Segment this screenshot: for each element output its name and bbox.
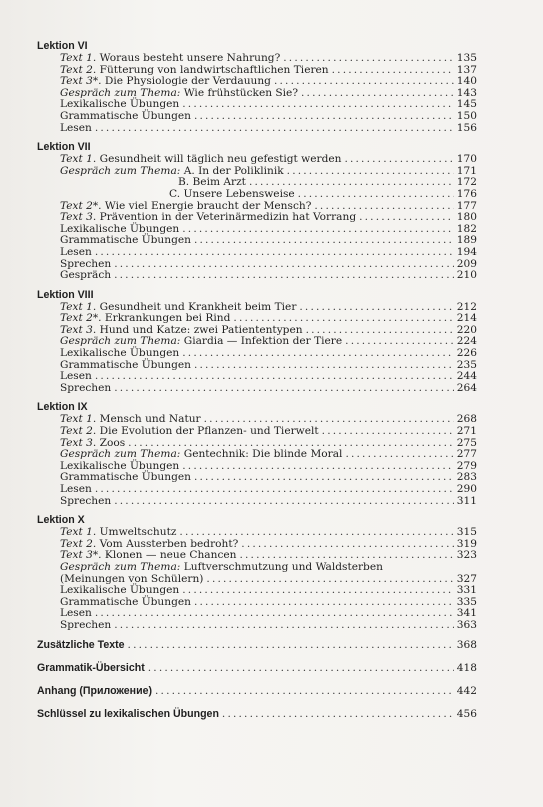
entry-prefix: Text 3. (60, 211, 97, 224)
page-number: 212 (456, 300, 477, 313)
entry-prefix: Text 2. (60, 425, 97, 438)
dot-leaders (299, 302, 453, 314)
entry-title: Gesundheit und Krankheit beim Tier (96, 300, 297, 313)
entry-title: Die Physiologie der Verdauung (101, 75, 271, 88)
appendix-title: Anhang (Приложение) (37, 684, 153, 697)
dot-leaders (241, 539, 453, 551)
toc-entry[interactable] (37, 620, 477, 632)
entry-prefix: Text 2. (60, 63, 97, 76)
entry-title: Zoos (96, 436, 126, 449)
dot-leaders (155, 685, 454, 698)
dot-leaders (194, 597, 454, 609)
page-number: 137 (456, 63, 477, 76)
page-number: 194 (456, 245, 477, 258)
entry-prefix: Gespräch zum Thema: (60, 560, 181, 573)
page-number: 456 (456, 707, 477, 720)
page-number: 170 (456, 153, 477, 166)
entry-prefix: Text 3. (60, 436, 97, 449)
appendix-title: Grammatik-Übersicht (37, 661, 145, 674)
page-number: 210 (456, 269, 477, 282)
lesson-section (37, 141, 477, 282)
page-number: 335 (456, 595, 477, 608)
entry-title: Grammatische Übungen (60, 234, 191, 247)
entry-title: Lexikalische Übungen (60, 98, 180, 111)
appendix-entry[interactable] (37, 708, 477, 721)
entry-title: Grammatische Übungen (60, 595, 191, 608)
entry-title: (Meinungen von Schülern) (60, 572, 204, 585)
entry-title: Sprechen (60, 381, 112, 394)
entry-label (60, 620, 111, 632)
page-number: 279 (456, 459, 477, 472)
dot-leaders (194, 360, 454, 372)
entry-title: Sprechen (60, 618, 112, 631)
entry-prefix: Gespräch zum Thema: (60, 86, 181, 99)
toc-entry[interactable] (37, 123, 477, 135)
dot-leaders (332, 65, 454, 77)
entry-title: Woraus besteht unsere Nahrung? (96, 52, 281, 64)
appendix-section (37, 639, 477, 652)
entry-prefix: Text 1. (60, 153, 97, 166)
page-number: 271 (456, 425, 477, 438)
entry-prefix: Text 1. (60, 413, 97, 426)
entry-title: Hund und Katze: zwei Patiententypen (96, 323, 303, 336)
entry-title: Lesen (60, 245, 92, 258)
page-number: 177 (456, 199, 477, 212)
page-number: 268 (456, 413, 477, 426)
toc-entry[interactable] (37, 597, 477, 609)
entry-title: Grammatische Übungen (60, 358, 191, 371)
page-number: 327 (456, 572, 477, 585)
entry-prefix: Text 1. (60, 526, 97, 539)
page-number: 180 (456, 211, 477, 224)
lesson-heading: Lektion VI (37, 40, 88, 52)
dot-leaders (194, 472, 454, 484)
entry-title: Lexikalische Übungen (60, 222, 180, 235)
entry-title: Grammatische Übungen (60, 471, 191, 484)
page-number: 171 (456, 164, 477, 177)
page-number: 363 (456, 618, 477, 631)
dot-leaders (95, 608, 454, 620)
page-number: 226 (456, 347, 477, 360)
entry-title: Sprechen (60, 257, 112, 270)
toc-entry[interactable] (37, 496, 477, 508)
entry-title: C. Unsere Lebensweise (169, 187, 295, 200)
entry-label (60, 166, 284, 178)
lesson-section (37, 40, 477, 134)
entry-title: Luftverschmutzung und Waldsterben (180, 560, 383, 573)
toc-entry[interactable] (37, 235, 477, 247)
page-number: 277 (456, 448, 477, 461)
entry-title: Die Evolution der Pflanzen- und Tierwelt (96, 425, 319, 438)
appendix-entry[interactable] (37, 662, 477, 675)
lesson-heading: Lektion VIII (37, 288, 94, 301)
page-number: 290 (456, 483, 477, 495)
dot-leaders (114, 620, 454, 632)
appendix-entry[interactable] (37, 685, 477, 698)
dot-leaders (322, 426, 454, 438)
entry-prefix: Gespräch zum Thema: (60, 448, 181, 461)
lesson-heading: Lektion VII (37, 141, 91, 154)
lesson-heading: Lektion IX (37, 401, 88, 414)
entry-title: Erkrankungen bei Rind (101, 312, 231, 325)
dot-leaders (114, 270, 454, 282)
dot-leaders (194, 111, 454, 123)
dot-leaders (95, 484, 454, 496)
entry-label (60, 270, 111, 282)
dot-leaders (345, 336, 454, 348)
page-number: 275 (456, 436, 477, 449)
page-number: 209 (456, 257, 477, 270)
dot-leaders (114, 383, 454, 395)
dot-leaders (345, 449, 453, 461)
appendix-entry[interactable] (37, 639, 477, 652)
entry-title: Vom Aussterben bedroht? (96, 537, 239, 550)
dot-leaders (95, 123, 454, 135)
page-number: 442 (456, 684, 477, 697)
toc-entry[interactable] (37, 111, 477, 123)
entry-title: Fütterung von landwirtschaftlichen Tieren (96, 63, 329, 76)
entry-prefix: Text 3*. (60, 549, 102, 562)
entry-prefix: Text 3. (60, 323, 97, 336)
entry-prefix: Text 1. (60, 300, 97, 313)
dot-leaders (206, 574, 453, 586)
entry-title: Lexikalische Übungen (60, 584, 180, 597)
page-number: 315 (456, 526, 477, 539)
appendix-section (37, 662, 477, 675)
page-number: 224 (456, 335, 477, 348)
entry-title: Sprechen (60, 494, 112, 507)
appendix-section (37, 708, 477, 721)
entry-prefix: Gespräch zum Thema: (60, 164, 181, 177)
entry-title: A. In der Poliklinik (180, 164, 284, 177)
entry-title: Lesen (60, 483, 92, 495)
table-of-contents (37, 40, 477, 731)
toc-entry[interactable] (37, 270, 477, 282)
toc-entry[interactable] (37, 166, 477, 178)
entry-title: Klonen — neue Chancen (101, 549, 237, 562)
entry-prefix: Text 2*. (60, 312, 102, 325)
page-number: 368 (456, 638, 477, 651)
page-number: 172 (456, 176, 477, 189)
page-number: 283 (456, 471, 477, 484)
entry-title: Giardia — Infektion der Tiere (180, 335, 343, 348)
page-number: 319 (456, 537, 477, 550)
lesson-section (37, 514, 477, 631)
page-number: 323 (456, 549, 477, 562)
entry-prefix: Text 1. (60, 52, 97, 64)
entry-title: Wie viel Energie braucht der Mensch? (101, 199, 312, 212)
entry-title: Gespräch (60, 269, 112, 282)
page-number: 150 (456, 109, 477, 122)
page-number: 156 (456, 121, 477, 134)
page-number: 189 (456, 234, 477, 247)
dot-leaders (182, 585, 454, 597)
dot-leaders (194, 235, 454, 247)
page-number: 176 (456, 187, 477, 200)
appendix-title: Zusätzliche Texte (37, 638, 125, 651)
entry-title: Wie frühstücken Sie? (180, 86, 299, 99)
appendix-title: Schlüssel zu lexikalischen Übungen (37, 707, 219, 720)
entry-prefix: Text 2*. (60, 199, 102, 212)
dot-leaders (344, 154, 453, 166)
entry-title: Lexikalische Übungen (60, 347, 180, 360)
dot-leaders (274, 76, 454, 88)
dot-leaders (128, 639, 454, 652)
entry-title: B. Beim Arzt (178, 176, 246, 189)
entry-prefix: Text 2. (60, 537, 97, 550)
entry-title: Grammatische Übungen (60, 109, 191, 122)
dot-leaders (222, 708, 454, 721)
page-number: 182 (456, 222, 477, 235)
toc-entry[interactable] (37, 383, 477, 395)
entry-title: Mensch und Natur (96, 413, 201, 426)
page-number: 140 (456, 75, 477, 88)
dot-leaders (359, 212, 454, 224)
page-number: 143 (456, 86, 477, 99)
page-number: 214 (456, 312, 477, 325)
dot-leaders (114, 496, 454, 508)
dot-leaders (182, 461, 454, 473)
entry-title: Umweltschutz (96, 526, 177, 539)
dot-leaders (182, 348, 454, 360)
entry-title: Gesundheit will täglich neu gefestigt werden (96, 153, 342, 166)
lesson-section (37, 289, 477, 395)
dot-leaders (95, 247, 454, 259)
dot-leaders (114, 259, 454, 271)
page-number: 331 (456, 584, 477, 597)
page-number: 135 (456, 52, 477, 64)
lesson-section (37, 401, 477, 507)
page-number: 244 (456, 370, 477, 383)
dot-leaders (182, 99, 454, 111)
lesson-heading: Lektion X (37, 514, 85, 527)
entry-title: Lesen (60, 121, 92, 134)
entry-label (60, 496, 111, 508)
dot-leaders (95, 371, 454, 383)
page-number: 220 (456, 323, 477, 336)
page-number: 418 (456, 661, 477, 674)
dot-leaders (298, 189, 454, 201)
page-number: 145 (456, 98, 477, 111)
entry-title: Lexikalische Übungen (60, 459, 180, 472)
page-number: 341 (456, 607, 477, 620)
entry-title: Prävention in der Veterinärmedizin hat Vorrang (96, 211, 357, 224)
page-number: 311 (456, 494, 477, 507)
entry-title: Gentechnik: Die blinde Moral (180, 448, 343, 461)
dot-leaders (287, 166, 454, 178)
page-number: 264 (456, 381, 477, 394)
dot-leaders (301, 88, 454, 100)
entry-label (60, 123, 92, 135)
toc-entry[interactable] (37, 472, 477, 484)
entry-title: Lesen (60, 607, 92, 620)
toc-entry[interactable] (37, 360, 477, 372)
entry-prefix: Gespräch zum Thema: (60, 335, 181, 348)
dot-leaders (182, 224, 454, 236)
entry-prefix: Text 3*. (60, 75, 102, 88)
dot-leaders (148, 662, 454, 675)
page-number: 235 (456, 358, 477, 371)
appendix-section (37, 685, 477, 698)
entry-title: Lesen (60, 370, 92, 383)
entry-label (60, 383, 111, 395)
